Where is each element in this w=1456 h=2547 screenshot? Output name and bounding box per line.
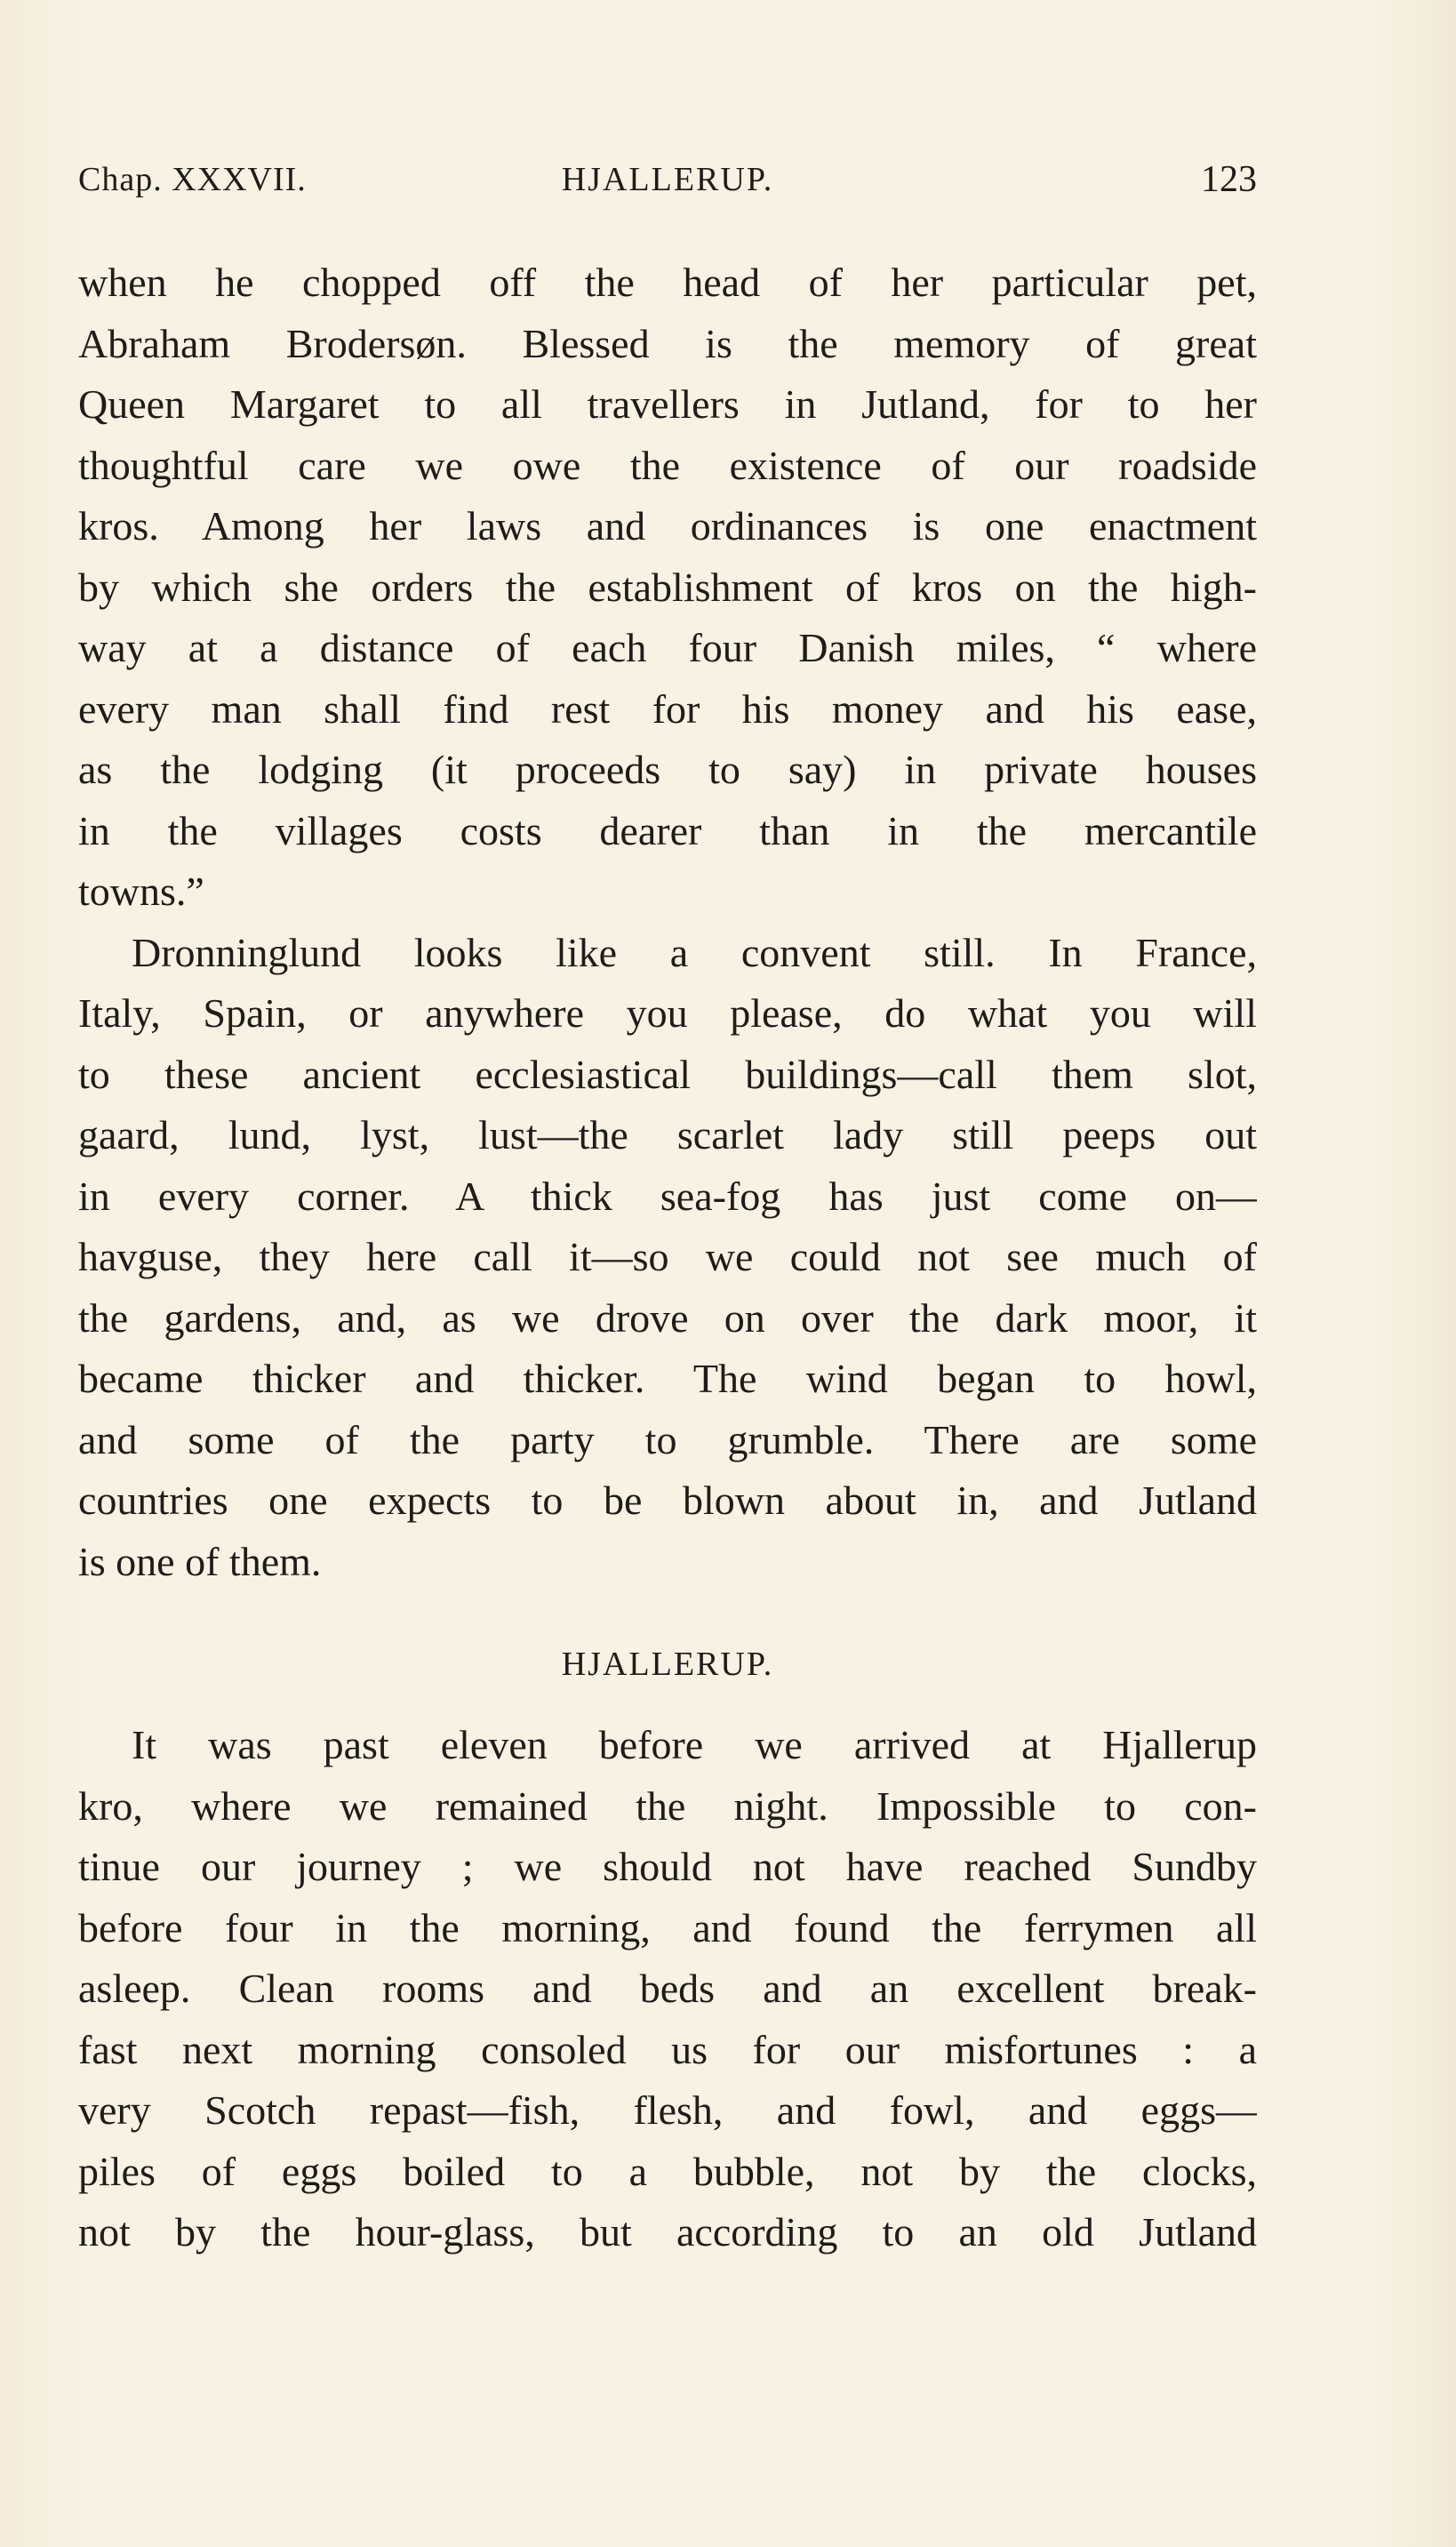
text-line: every man shall find rest for his money and his ease, <box>78 685 1257 732</box>
page-number: 123 <box>1201 159 1257 200</box>
text-line: gaard, lund, lyst, lust—the scarlet lady still peeps out <box>78 1112 1257 1157</box>
text-line: by which she orders the establishment of kros on the high- <box>78 564 1257 610</box>
section-heading: HJALLERUP. <box>561 1646 774 1683</box>
text-line: Abraham Brodersøn. Blessed is the memory of great <box>78 320 1257 366</box>
text-line: and some of the party to grumble. There are some <box>78 1416 1257 1462</box>
text-line: countries one expects to be blown about in, and Jutland <box>78 1478 1257 1523</box>
text-line: not by the hour-glass, but according to an old Jutland <box>78 2209 1257 2255</box>
text-line: fast next morning consoled us for our misfortunes : a <box>78 2026 1257 2072</box>
text-line: Queen Margaret to all travellers in Jutland, for to her <box>78 381 1257 427</box>
text-line: Dronninglund looks like a convent still. In France, <box>132 929 1257 975</box>
text-line: thoughtful care we owe the existence of our roadside <box>78 442 1257 488</box>
text-line: became thicker and thicker. The wind began to howl, <box>78 1356 1257 1401</box>
text-line: before four in the morning, and found the ferrymen all <box>78 1904 1257 1950</box>
text-line: asleep. Clean rooms and beds and an excellent break- <box>78 1966 1257 2011</box>
text-line: towns.” <box>78 869 204 914</box>
text-line: as the lodging (it proceeds to say) in private houses <box>78 747 1257 792</box>
text-line: is one of them. <box>78 1538 322 1584</box>
text-line: tinue our journey ; we should not have reached Sundby <box>78 1844 1257 1889</box>
paragraph-1 <box>78 252 1257 923</box>
text-line: in the villages costs dearer than in the mercantile <box>78 807 1257 853</box>
text-line: It was past eleven before we arrived at Hjallerup <box>132 1722 1257 1767</box>
text-line: way at a distance of each four Danish miles, “ where <box>78 625 1257 670</box>
running-head <box>78 153 1257 206</box>
running-title: HJALLERUP. <box>561 161 774 198</box>
text-line: kros. Among her laws and ordinances is one enactment <box>78 503 1257 549</box>
text-line: piles of eggs boiled to a bubble, not by the clocks, <box>78 2148 1257 2194</box>
text-line: very Scotch repast—fish, flesh, and fowl, and eggs— <box>78 2087 1257 2133</box>
section-spacer <box>78 1592 1257 1633</box>
text-line: kro, where we remained the night. Impossible to con- <box>78 1782 1257 1829</box>
text-line: the gardens, and, as we drove on over the dark moor, it <box>78 1294 1257 1341</box>
body-text <box>78 252 1257 2263</box>
text-line: in every corner. A thick sea-fog has just come on— <box>78 1173 1257 1219</box>
text-line: Italy, Spain, or anywhere you please, do what you will <box>78 990 1257 1036</box>
section-spacer <box>78 1695 1257 1715</box>
chapter-label: Chap. XXXVII. <box>78 161 307 198</box>
text-line: to these ancient ecclesiastical buildings—call them slot, <box>78 1051 1257 1097</box>
paragraph-3 <box>78 1715 1257 2263</box>
text-line: when he chopped off the head of her particular pet, <box>78 260 1257 305</box>
text-line: havguse, they here call it—so we could not see much of <box>78 1234 1257 1279</box>
paragraph-2 <box>78 923 1257 1593</box>
